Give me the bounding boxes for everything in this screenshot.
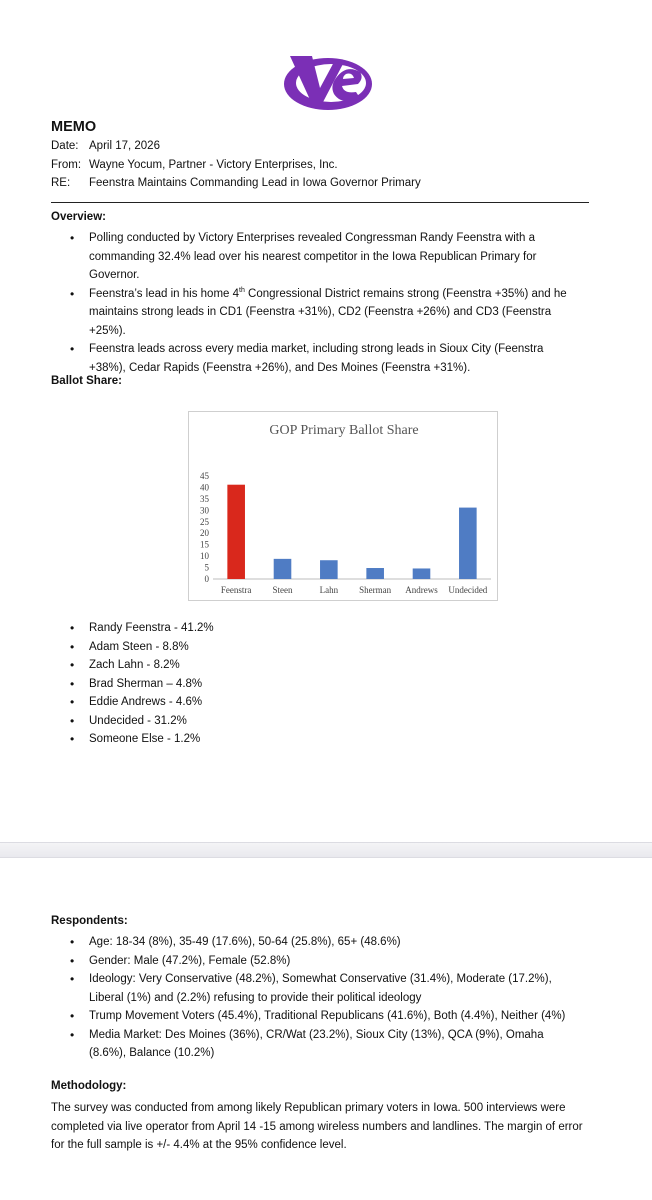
- ballot-heading: Ballot Share:: [51, 375, 122, 387]
- y-tick-label: 30: [200, 505, 209, 516]
- from-label: From:: [51, 159, 82, 171]
- list-item: • Undecided - 31.2%: [67, 712, 467, 731]
- victory-enterprises-logo: [276, 48, 376, 114]
- list-item: [67, 285, 567, 341]
- district-superscript: th: [239, 286, 245, 294]
- list-item: • Feenstra leads across every media market, including strong leads in Sioux City (Feenstra +38%), Cedar Rapids (Feenstra +26%), and Des Moines (Feenstra +31%).: [67, 340, 567, 377]
- list-item: • Gender: Male (47.2%), Female (52.8%): [67, 952, 577, 971]
- respondents-list: [67, 933, 577, 1063]
- x-tick-label: Feenstra: [220, 585, 252, 595]
- page-separator: [0, 842, 652, 858]
- x-tick-label: Undecided: [448, 585, 488, 595]
- y-tick-label: 0: [204, 574, 209, 584]
- memo-date-line: [51, 140, 160, 152]
- re-label: RE:: [51, 177, 71, 189]
- bar-lahn: [320, 560, 338, 579]
- list-item: • Adam Steen - 8.8%: [67, 638, 467, 657]
- y-tick-label: 15: [200, 539, 209, 550]
- ballot-share-chart: [188, 411, 498, 601]
- x-tick-label: Steen: [272, 585, 293, 595]
- list-item: • Ideology: Very Conservative (48.2%), Somewhat Conservative (31.4%), Moderate (17.2%), Liberal (1%) and (2.2%) refusing to provide their political ideology: [67, 970, 577, 1007]
- district-text-pre: Feenstra’s lead in his home 4: [89, 287, 240, 300]
- list-item: • Brad Sherman – 4.8%: [67, 675, 467, 694]
- y-tick-label: 45: [200, 471, 209, 481]
- date-value: April 17, 2026: [89, 140, 160, 152]
- y-tick-label: 35: [200, 493, 209, 504]
- y-tick-label: 40: [200, 482, 209, 493]
- overview-list: [67, 229, 567, 377]
- memo-title: MEMO: [51, 119, 97, 135]
- memo-re-line: [51, 177, 421, 189]
- y-tick-label: 20: [200, 528, 209, 539]
- header-divider: [51, 202, 589, 203]
- list-item: • Media Market: Des Moines (36%), CR/Wat (23.2%), Sioux City (13%), QCA (9%), Omaha (8.6%), Balance (10.2%): [67, 1026, 577, 1063]
- methodology-text: The survey was conducted from among likely Republican primary voters in Iowa. 500 interviews were completed via live operator from April 14 -15 among wireless numbers and landlines. The margin of error for the full sample is +/- 4.4% at the 95% confidence level.: [51, 1102, 583, 1151]
- re-value: Feenstra Maintains Commanding Lead in Iowa Governor Primary: [89, 177, 421, 189]
- district-text-post: Congressional District remains strong (Feenstra +35%) and he maintains strong leads in CD1 (Feenstra +31%), CD2 (Feenstra +26%) and CD3 (Feenstra +25%).: [89, 287, 567, 337]
- ballot-list: [67, 619, 467, 749]
- memo-from-line: [51, 159, 338, 171]
- date-label: Date:: [51, 140, 79, 152]
- list-item: • Trump Movement Voters (45.4%), Traditional Republicans (41.6%), Both (4.4%), Neither (4%): [67, 1007, 577, 1026]
- list-item: • Age: 18-34 (8%), 35-49 (17.6%), 50-64 (25.8%), 65+ (48.6%): [67, 933, 577, 952]
- bar-undecided: [459, 508, 477, 579]
- list-item: • Someone Else - 1.2%: [67, 730, 467, 749]
- bar-sherman: [366, 568, 384, 579]
- x-tick-label: Sherman: [359, 585, 392, 595]
- list-item: • Randy Feenstra - 41.2%: [67, 619, 467, 638]
- from-value: Wayne Yocum, Partner - Victory Enterprises, Inc.: [89, 159, 338, 171]
- y-tick-label: 10: [200, 551, 209, 562]
- list-item: • Eddie Andrews - 4.6%: [67, 693, 467, 712]
- bar-andrews: [413, 568, 431, 579]
- y-tick-label: 25: [200, 516, 209, 527]
- list-item: • Polling conducted by Victory Enterprises revealed Congressman Randy Feenstra with a commanding 32.4% lead over his nearest competitor in the Iowa Republican Primary for Governor.: [67, 229, 567, 285]
- bar-feenstra: [227, 485, 245, 579]
- chart-canvas: [189, 412, 499, 602]
- overview-heading: Overview:: [51, 211, 106, 223]
- x-tick-label: Lahn: [319, 585, 339, 595]
- bar-steen: [274, 559, 292, 579]
- x-tick-label: Andrews: [405, 585, 438, 595]
- list-item: • Zach Lahn - 8.2%: [67, 656, 467, 675]
- respondents-heading: Respondents:: [51, 915, 128, 927]
- y-tick-label: 5: [204, 562, 209, 573]
- methodology-heading: Methodology:: [51, 1080, 127, 1092]
- chart-title: GOP Primary Ballot Share: [269, 423, 419, 438]
